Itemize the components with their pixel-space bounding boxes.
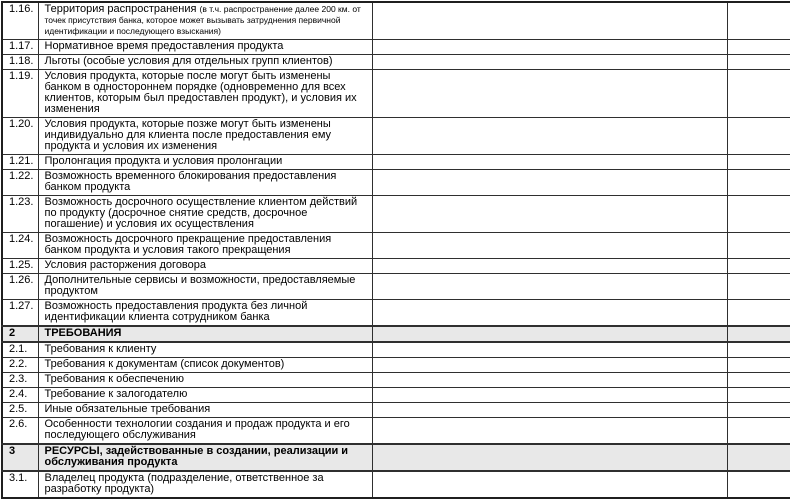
extra-cell [727, 55, 790, 70]
value-cell [372, 471, 727, 498]
row-description-cell: Особенности технологии создания и продаж продукта и его последующего обслуживания [38, 418, 372, 445]
row-number-cell: 1.23. [2, 196, 38, 233]
row-number-cell: 2.3. [2, 373, 38, 388]
extra-cell [727, 418, 790, 445]
row-number-cell: 1.16. [2, 2, 38, 40]
table-section-row-3 [2, 444, 790, 471]
table-row-1-22 [2, 170, 790, 196]
row-description-cell: Возможность предоставления продукта без личной идентификации клиента сотрудником банка [38, 300, 372, 327]
row-number-cell: 1.19. [2, 70, 38, 118]
table-row-2-3 [2, 373, 790, 388]
product-passport-table [1, 1, 790, 499]
table-row-1-25 [2, 259, 790, 274]
row-description-cell: Требования к клиенту [38, 342, 372, 358]
row-description-cell: Возможность временного блокирования предоставления банком продукта [38, 170, 372, 196]
value-cell [372, 233, 727, 259]
extra-cell [727, 233, 790, 259]
extra-cell [727, 118, 790, 155]
row-description-cell: Условия расторжения договора [38, 259, 372, 274]
row-number-cell: 2.6. [2, 418, 38, 445]
table-row-2-1 [2, 342, 790, 358]
table-row-1-27 [2, 300, 790, 327]
table-row-1-16 [2, 2, 790, 40]
row-description: Территория распространения [44, 3, 197, 15]
value-cell [372, 418, 727, 445]
value-cell [372, 326, 727, 342]
row-description-cell: Возможность досрочного прекращение предоставления банком продукта и условия такого прекращения [38, 233, 372, 259]
row-description-cell: Иные обязательные требования [38, 403, 372, 418]
row-description-cell: Льготы (особые условия для отдельных групп клиентов) [38, 55, 372, 70]
extra-cell [727, 358, 790, 373]
extra-cell [727, 403, 790, 418]
value-cell [372, 70, 727, 118]
extra-cell [727, 342, 790, 358]
value-cell [372, 55, 727, 70]
section-number-cell: 3 [2, 444, 38, 471]
row-description-cell: Условия продукта, которые позже могут быть изменены индивидуально для клиента после предоставления ему продукта и условия их изменения [38, 118, 372, 155]
value-cell [372, 155, 727, 170]
row-number-cell: 1.25. [2, 259, 38, 274]
row-description-cell: Нормативное время предоставления продукта [38, 40, 372, 55]
extra-cell [727, 300, 790, 327]
section-title: РЕСУРСЫ, задействованные в создании, реализации и обслуживания продукта [38, 444, 372, 471]
table-row-1-17 [2, 40, 790, 55]
extra-cell [727, 170, 790, 196]
table-row-2-4 [2, 388, 790, 403]
row-description-cell [38, 2, 372, 40]
document-page [0, 1, 790, 495]
row-number-cell: 1.26. [2, 274, 38, 300]
row-description-note: (в т.ч. распространение далее 200 км. от точек присутствия банка, которое может вызывать затруднения первичной идентификации и последующего взыскания) [44, 4, 361, 36]
extra-cell [727, 196, 790, 233]
section-title: ТРЕБОВАНИЯ [38, 326, 372, 342]
row-number-cell: 2.4. [2, 388, 38, 403]
table-section-row-2 [2, 326, 790, 342]
row-description-cell: Требования к обеспечению [38, 373, 372, 388]
extra-cell [727, 444, 790, 471]
table-row-1-18 [2, 55, 790, 70]
table-row-2-2 [2, 358, 790, 373]
value-cell [372, 373, 727, 388]
extra-cell [727, 471, 790, 498]
section-number-cell: 2 [2, 326, 38, 342]
row-number-cell: 2.2. [2, 358, 38, 373]
table-row-1-24 [2, 233, 790, 259]
row-number-cell: 1.22. [2, 170, 38, 196]
value-cell [372, 2, 727, 40]
extra-cell [727, 2, 790, 40]
value-cell [372, 300, 727, 327]
row-number-cell: 1.17. [2, 40, 38, 55]
row-number-cell: 3.1. [2, 471, 38, 498]
table-row-1-26 [2, 274, 790, 300]
value-cell [372, 118, 727, 155]
extra-cell [727, 155, 790, 170]
value-cell [372, 342, 727, 358]
row-description-cell: Дополнительные сервисы и возможности, предоставляемые продуктом [38, 274, 372, 300]
value-cell [372, 196, 727, 233]
value-cell [372, 40, 727, 55]
extra-cell [727, 326, 790, 342]
value-cell [372, 444, 727, 471]
extra-cell [727, 274, 790, 300]
extra-cell [727, 259, 790, 274]
table-row-2-5 [2, 403, 790, 418]
table-row-2-6 [2, 418, 790, 445]
row-number-cell: 1.21. [2, 155, 38, 170]
row-number-cell: 1.18. [2, 55, 38, 70]
row-description-cell: Возможность досрочного осуществление клиентом действий по продукту (досрочное снятие средств, досрочное погашение) и условия их осуществления [38, 196, 372, 233]
row-description-cell: Требование к залогодателю [38, 388, 372, 403]
table-row-1-21 [2, 155, 790, 170]
table-row-3-1 [2, 471, 790, 498]
row-description-cell: Владелец продукта (подразделение, ответственное за разработку продукта) [38, 471, 372, 498]
row-number-cell: 2.5. [2, 403, 38, 418]
row-number-cell: 1.20. [2, 118, 38, 155]
extra-cell [727, 373, 790, 388]
table-row-1-19 [2, 70, 790, 118]
row-description-cell: Требования к документам (список документов) [38, 358, 372, 373]
value-cell [372, 403, 727, 418]
row-description-cell: Пролонгация продукта и условия пролонгации [38, 155, 372, 170]
table-row-1-23 [2, 196, 790, 233]
value-cell [372, 274, 727, 300]
value-cell [372, 358, 727, 373]
value-cell [372, 388, 727, 403]
row-number-cell: 2.1. [2, 342, 38, 358]
extra-cell [727, 388, 790, 403]
table-row-1-20 [2, 118, 790, 155]
extra-cell [727, 40, 790, 55]
row-number-cell: 1.24. [2, 233, 38, 259]
value-cell [372, 259, 727, 274]
value-cell [372, 170, 727, 196]
extra-cell [727, 70, 790, 118]
row-description-cell: Условия продукта, которые после могут быть изменены банком в одностороннем порядке (одновременно для всех клиентов, которым был предоставлен продукт), и условия их изменения [38, 70, 372, 118]
row-number-cell: 1.27. [2, 300, 38, 327]
